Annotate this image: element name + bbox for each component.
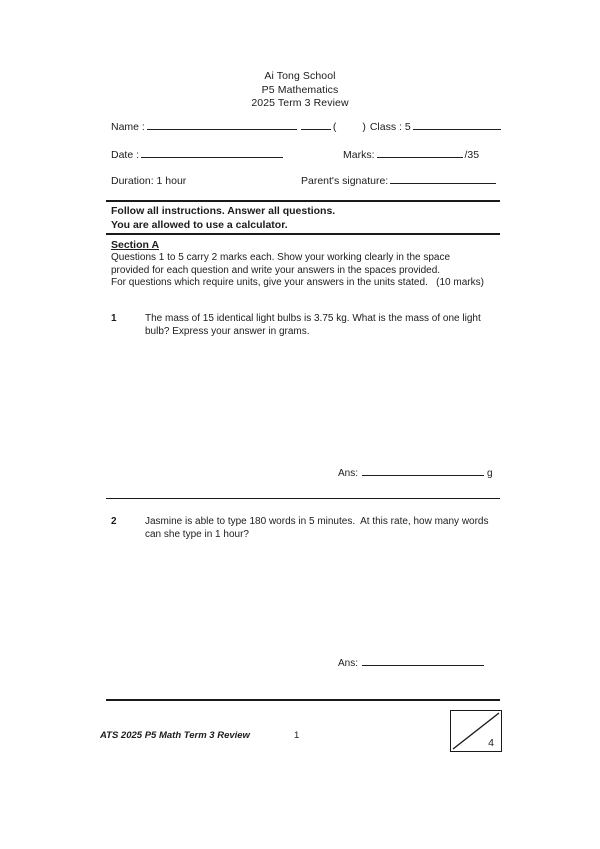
name-class-row bbox=[111, 120, 503, 134]
question-2-answer-row bbox=[338, 656, 487, 669]
question-2-answer-line[interactable] bbox=[362, 656, 484, 666]
duration-signature-row bbox=[111, 174, 503, 188]
name-input-line[interactable] bbox=[147, 120, 297, 130]
question-1-answer-line[interactable] bbox=[362, 466, 484, 476]
section-a-heading: Section A bbox=[111, 239, 160, 251]
date-input-line[interactable] bbox=[141, 148, 283, 158]
footer-document-ref: ATS 2025 P5 Math Term 3 Review bbox=[100, 730, 250, 741]
instruction-line-2: You are allowed to use a calculator. bbox=[111, 218, 288, 231]
divider-between-questions bbox=[106, 498, 500, 499]
question-2-line-1: Jasmine is able to type 180 words in 5 minutes. At this rate, how many words bbox=[145, 516, 489, 527]
question-1 bbox=[111, 313, 507, 338]
instruction-line-1: Follow all instructions. Answer all questions. bbox=[111, 205, 336, 217]
question-1-answer-label: Ans: bbox=[338, 468, 359, 479]
paren-close: ) bbox=[362, 121, 366, 133]
marks-total: /35 bbox=[464, 149, 480, 161]
question-2 bbox=[111, 516, 507, 541]
question-2-text bbox=[145, 516, 507, 541]
signature-label: Parent's signature: bbox=[301, 175, 389, 187]
divider-below-instructions bbox=[106, 233, 500, 235]
question-1-text bbox=[145, 313, 507, 338]
name-index-line[interactable] bbox=[301, 120, 331, 130]
duration-label: Duration: 1 hour bbox=[111, 175, 187, 187]
question-1-line-1: The mass of 15 identical light bulbs is 3.75 kg. What is the mass of one light bbox=[145, 313, 481, 324]
marks-input-line[interactable] bbox=[377, 148, 463, 158]
school-name: Ai Tong School bbox=[264, 70, 336, 82]
question-1-answer-unit: g bbox=[487, 468, 493, 479]
marks-group bbox=[343, 148, 479, 162]
question-2-line-2: can she type in 1 hour? bbox=[145, 528, 249, 540]
score-box bbox=[450, 710, 502, 752]
class-label: Class : 5 bbox=[369, 121, 411, 133]
date-marks-row bbox=[111, 148, 503, 162]
question-2-number: 2 bbox=[111, 516, 117, 527]
exam-name: 2025 Term 3 Review bbox=[251, 97, 349, 109]
subject-name: P5 Mathematics bbox=[261, 83, 339, 96]
date-label: Date : bbox=[111, 149, 140, 161]
question-2-answer-label: Ans: bbox=[338, 658, 359, 669]
divider-above-instructions bbox=[106, 200, 500, 202]
marks-label: Marks: bbox=[343, 149, 375, 161]
paren-open: ( bbox=[332, 121, 337, 133]
question-1-line-2: bulb? Express your answer in grams. bbox=[145, 325, 310, 337]
instructions-block bbox=[111, 205, 335, 232]
section-a-line-2: provided for each question and write your answers in the spaces provided. bbox=[111, 264, 441, 276]
class-input-line[interactable] bbox=[413, 120, 501, 130]
divider-above-footer bbox=[106, 699, 500, 701]
name-label: Name : bbox=[111, 121, 145, 133]
question-1-answer-row bbox=[338, 466, 493, 479]
paper-title-block bbox=[0, 70, 600, 111]
signature-input-line[interactable] bbox=[390, 174, 496, 184]
score-box-value: 4 bbox=[488, 736, 494, 749]
footer-page-number: 1 bbox=[294, 730, 300, 741]
question-1-number: 1 bbox=[111, 313, 117, 324]
section-a-line-1: Questions 1 to 5 carry 2 marks each. Show your working clearly in the space bbox=[111, 252, 451, 263]
section-a-line-3: For questions which require units, give your answers in the units stated. (10 marks) bbox=[111, 277, 484, 288]
section-a-instructions bbox=[111, 252, 506, 290]
signature-group bbox=[301, 174, 498, 188]
